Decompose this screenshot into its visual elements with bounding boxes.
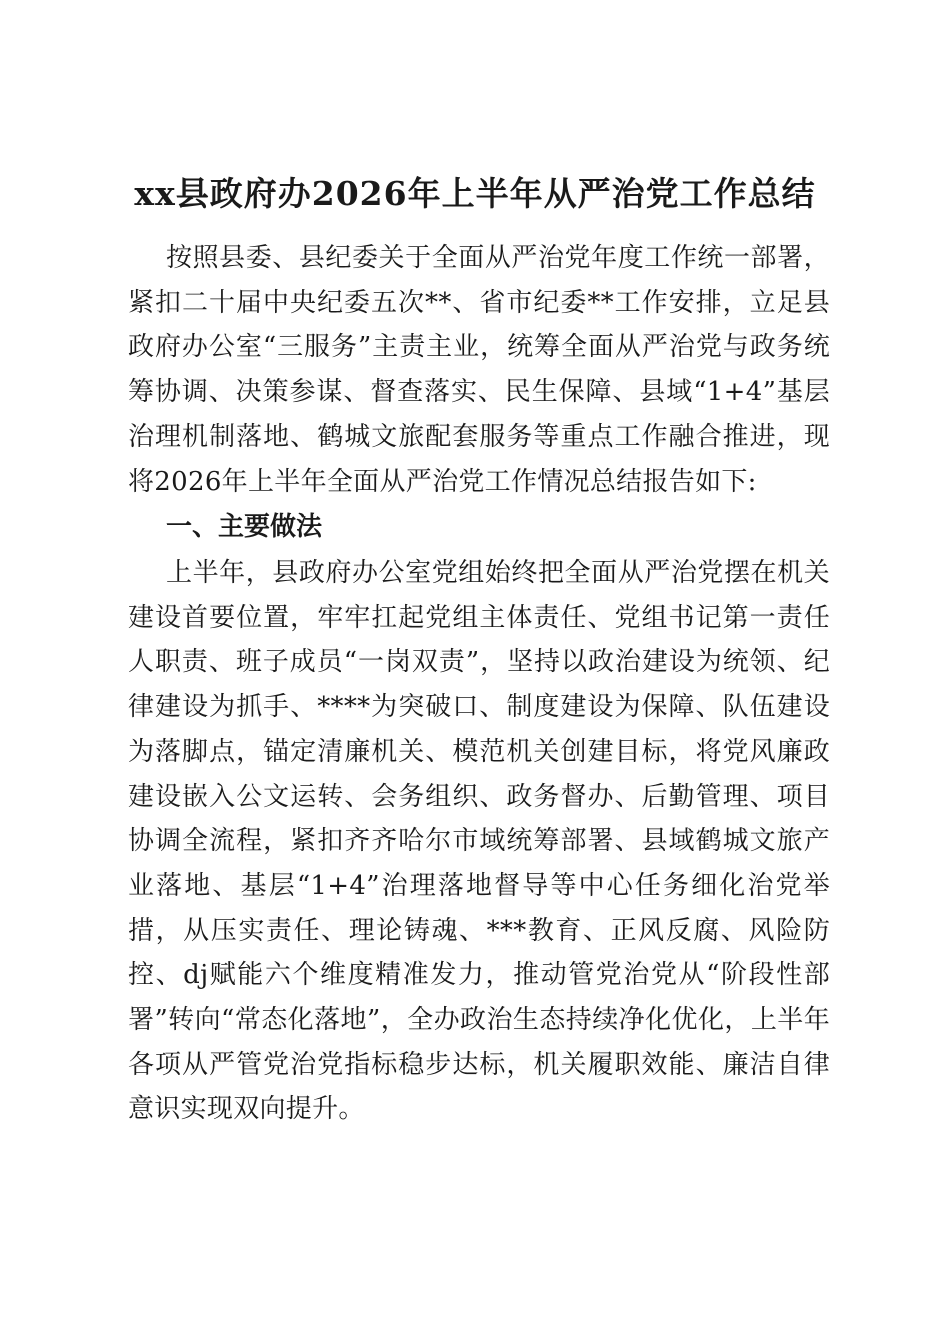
section-heading-main-practices: 一、主要做法 [166, 512, 323, 542]
section-paragraph-main-practices: 上半年，县政府办公室党组始终把全面从严治党摆在机关建设首要位置，牢牢扛起党组主体责任、党组书记第一责任人职责、班子成员“一岗双责”，坚持以政治建设为统领、纪律建设为抓手、****为突破口、制度建设为保障、队伍建设为落脚点，锚定清廉机关、模范机关创建目标，将党风廉政建设嵌入公文运转、会务组织、政务督办、后勤管理、项目协调全流程，紧扣齐齐哈尔市域统筹部署、县域鹤城文旅产业落地、基层“1+4”治理落地督导等中心任务细化治党举措，从压实责任、理论铸魂、***教育、正风反腐、风险防控、dj赋能六个维度精准发力，推动管党治党从“阶段性部署”转向“常态化落地”，全办政治生态持续净化优化，上半年各项从严管党治党指标稳步达标，机关履职效能、廉洁自律意识实现双向提升。 [128, 558, 830, 1125]
document-title: xx县政府办2026年上半年从严治党工作总结 [134, 174, 816, 213]
intro-paragraph: 按照县委、县纪委关于全面从严治党年度工作统一部署，紧扣二十届中央纪委五次**、省市纪委**工作安排，立足县政府办公室“三服务”主责主业，统筹全面从严治党与政务统筹协调、决策参谋、督查落实、民生保障、县域“1+4”基层治理机制落地、鹤城文旅配套服务等重点工作融合推进，现将2026年上半年全面从严治党工作情况总结报告如下: [128, 243, 830, 497]
